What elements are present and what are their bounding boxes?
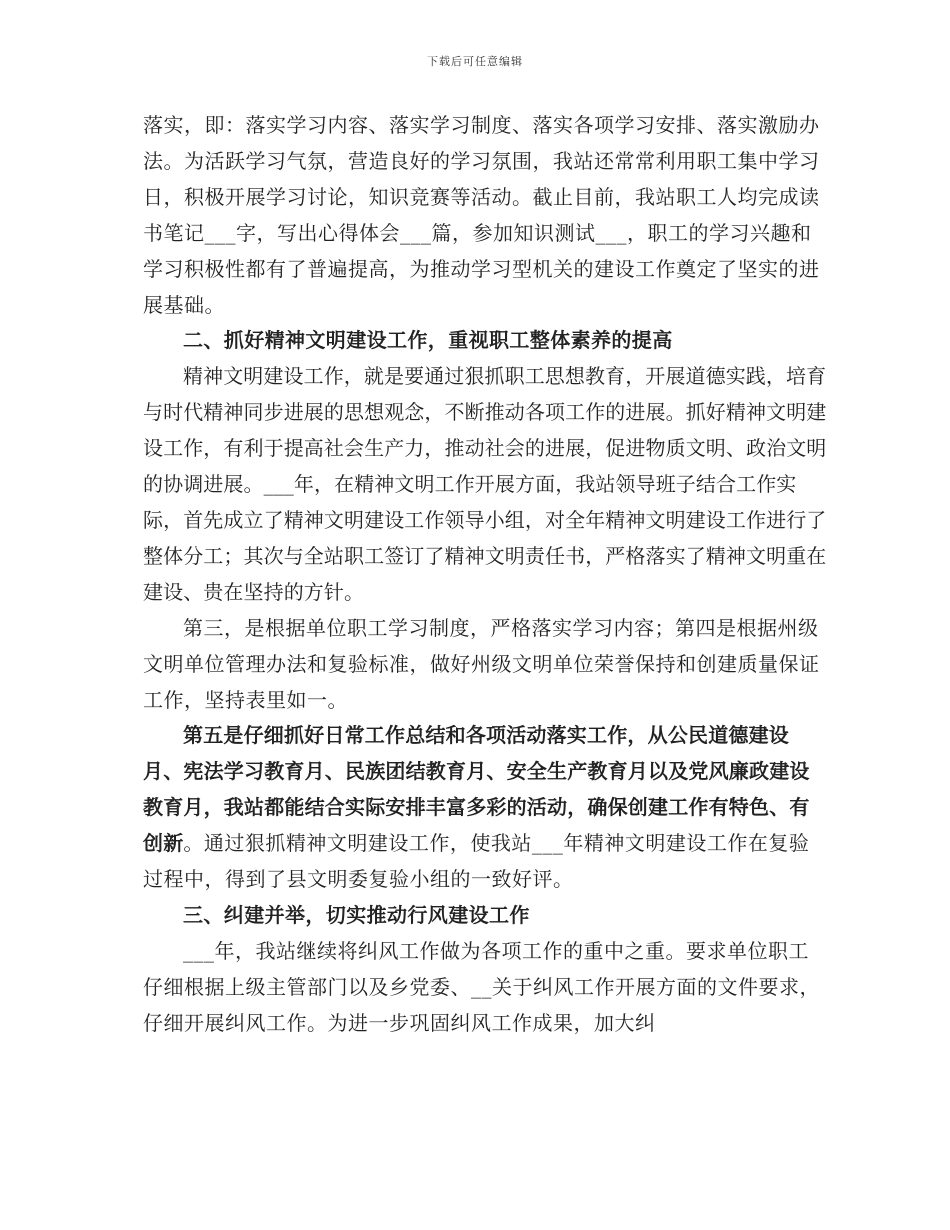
document-body [143,108,827,1042]
paragraph-style-rectification: ___年，我站继续将纠风工作做为各项工作的重中之重。要求单位职工仔细根据上级主管部门以及乡党委、__关于纠风工作开展方面的文件要求，仔细开展纠风工作。为进一步巩固纠风工作成果，加大纠 [143,938,820,1035]
page-header-note: 下载后可任意编辑 [427,55,523,68]
section-heading-3: 三、纠建并举，切实推动行风建设工作 [183,902,530,927]
paragraph-third-fourth: 第三，是根据单位职工学习制度，严格落实学习内容；第四是根据州级文明单位管理办法和复验标准，做好州级文明单位荣誉保持和创建质量保证工作，坚持表里如一。 [143,615,820,712]
paragraph-fifth-bold: 第五是仔细抓好日常工作总结和各项活动落实工作，从公民道德建设月、宪法学习教育月、民族团结教育月、安全生产教育月以及党风廉政建设教育月，我站都能结合实际安排丰富多彩的活动，确保创建工作有特色、有创新 [143,723,810,856]
paragraph-fifth-rest: 。通过狠抓精神文明建设工作，使我站___年精神文明建设工作在复验过程中，得到了县文明委复验小组的一致好评。 [143,831,810,892]
paragraph-study-implementation: 落实，即：落实学习内容、落实学习制度、落实各项学习安排、落实激励办法。为活跃学习气氛，营造良好的学习氛围，我站还常常利用职工集中学习日，积极开展学习讨论，知识竞赛等活动。截止目前，我站职工人均完成读书笔记___字，写出心得体会___篇，参加知识测试___，职工的学习兴趣和学习积极性都有了普遍提高，为推动学习型机关的建设工作奠定了坚实的进展基础。 [143,113,820,317]
paragraph-fifth [143,718,827,898]
paragraph-spiritual-civilization: 精神文明建设工作，就是要通过狠抓职工思想教育，开展道德实践，培育与时代精神同步进展的思想观念，不断推动各项工作的进展。抓好精神文明建设工作，有利于提高社会生产力，推动社会的进展，促进物质文明、政治文明的协调进展。___年，在精神文明工作开展方面，我站领导班子结合工作实际，首先成立了精神文明建设工作领导小组，对全年精神文明建设工作进行了整体分工；其次与全站职工签订了精神文明责任书，严格落实了精神文明重在建设、贵在坚持的方针。 [143,364,827,604]
section-heading-2: 二、抓好精神文明建设工作，重视职工整体素养的提高 [183,328,673,353]
